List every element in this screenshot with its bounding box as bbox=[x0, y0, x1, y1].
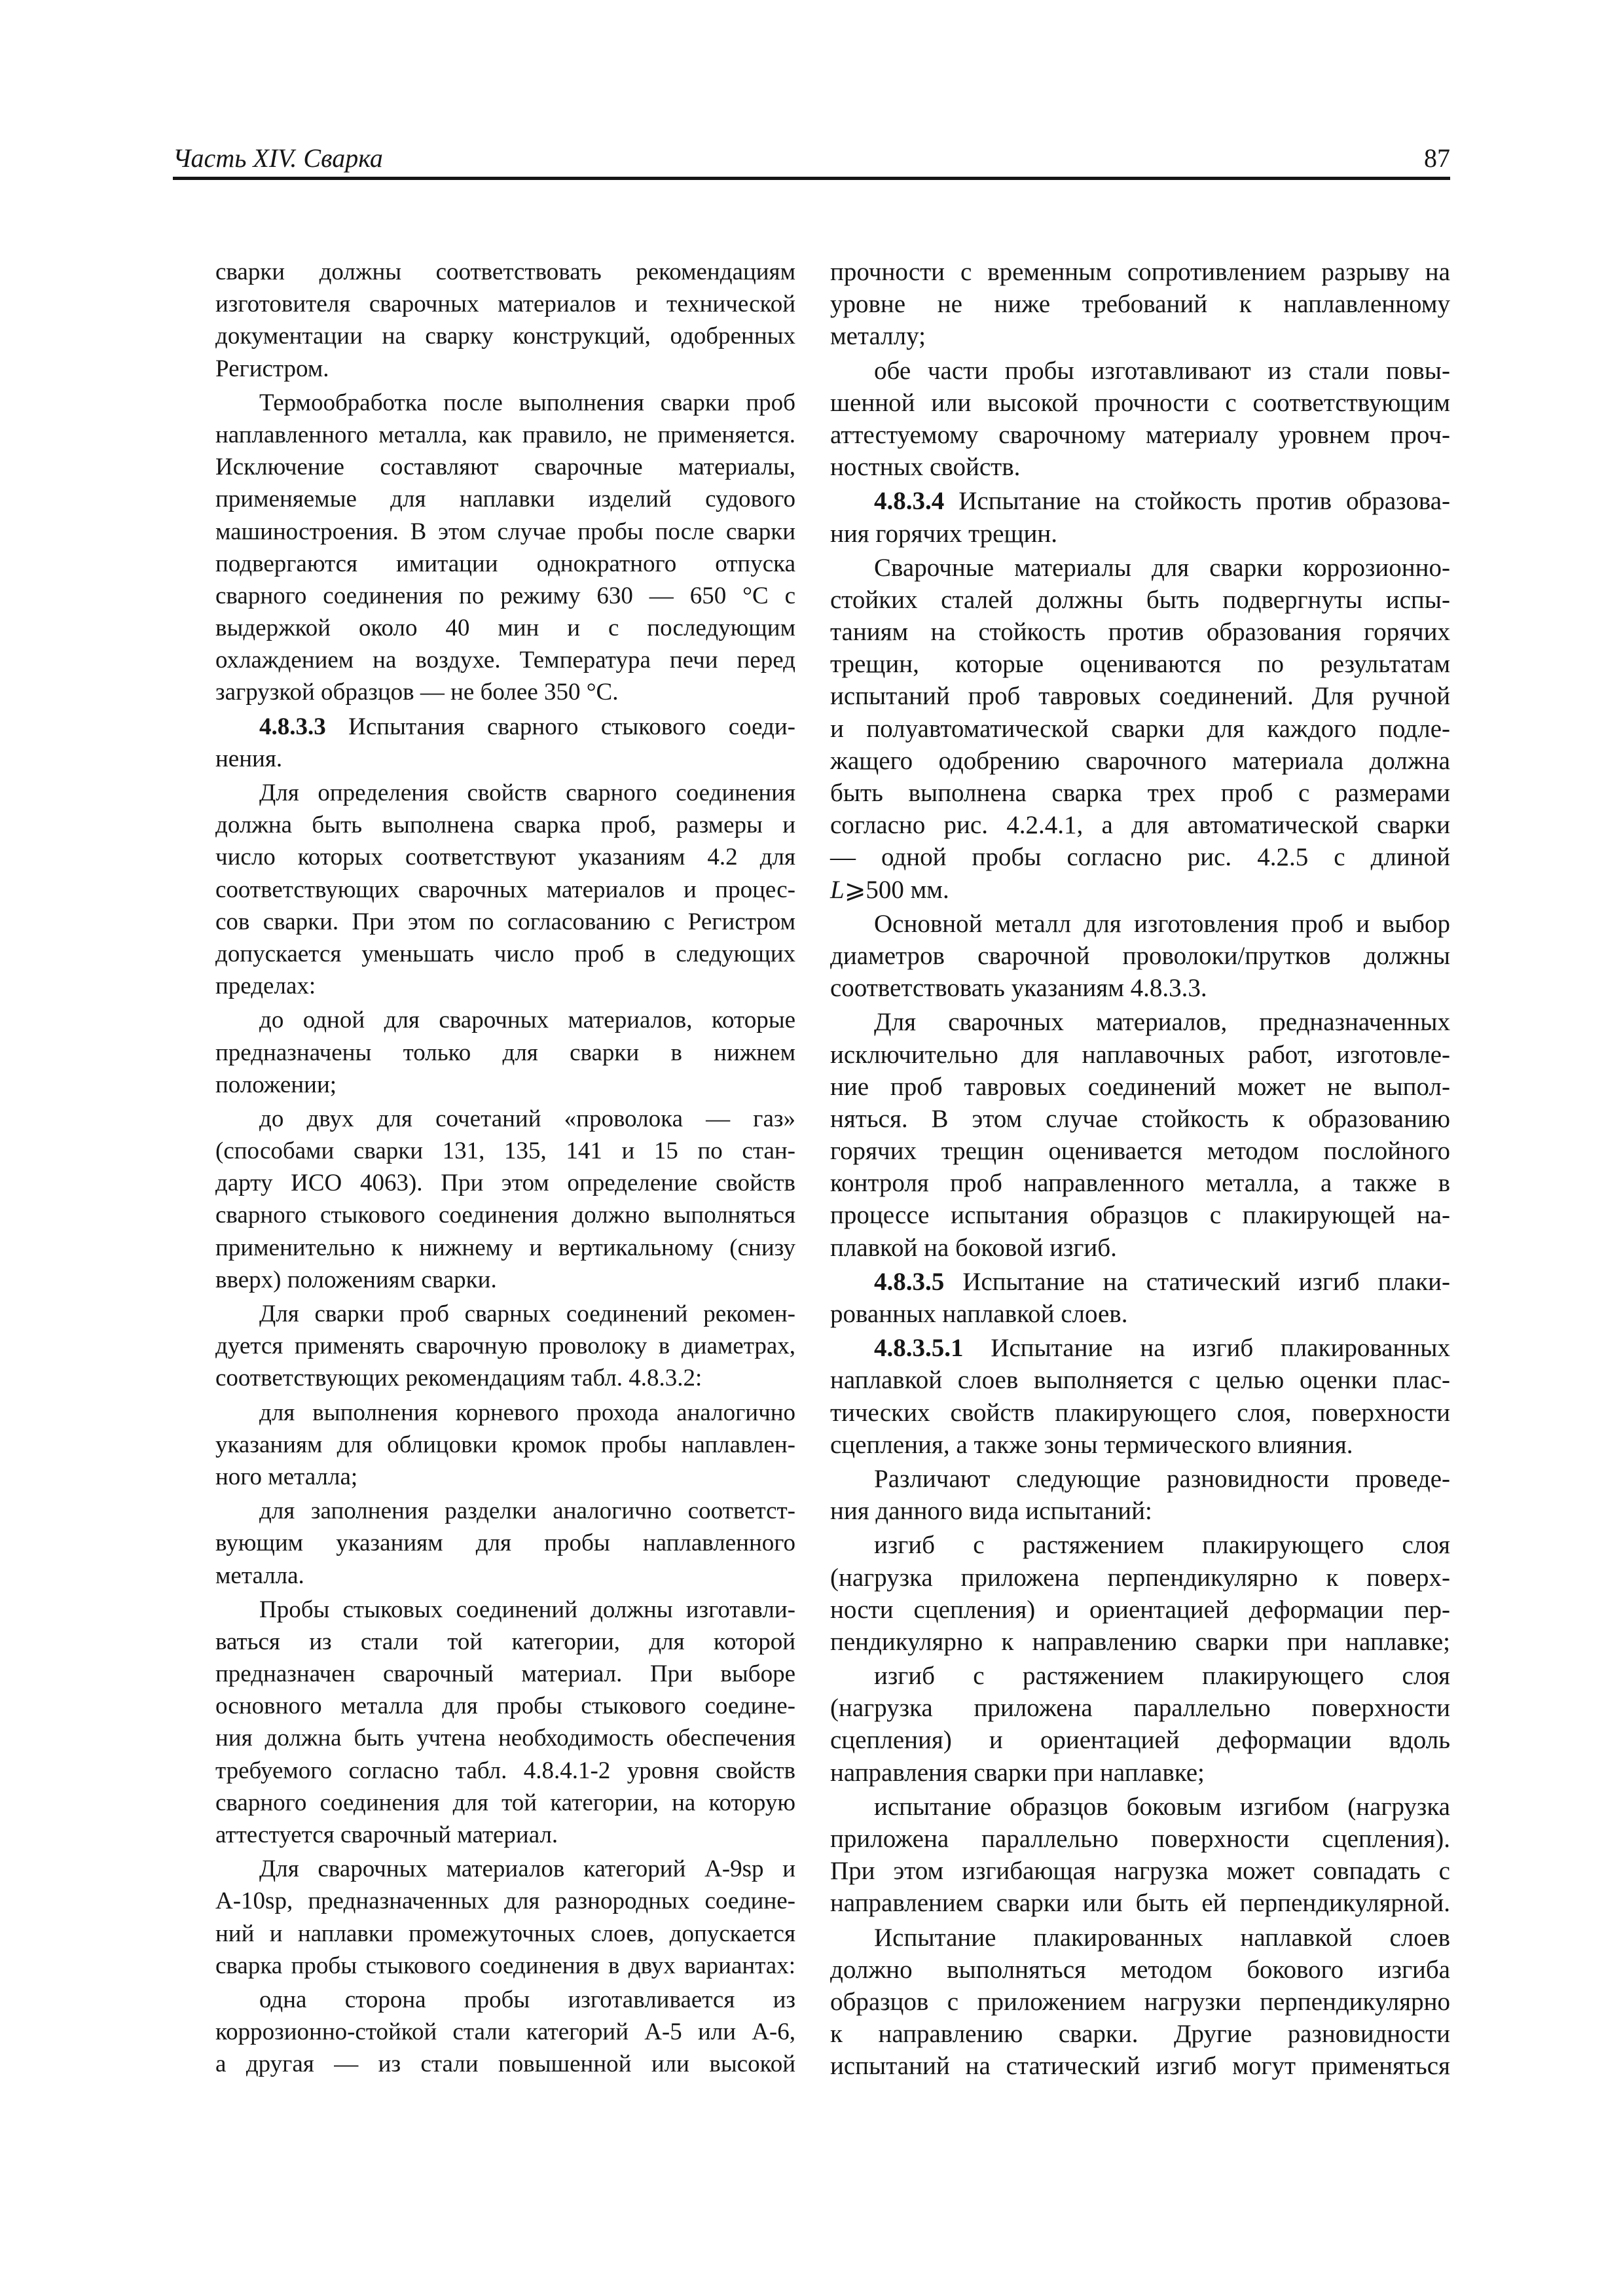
text-line: жащего одобрению сварочного материала должна bbox=[830, 746, 1450, 775]
section-heading-paragraph bbox=[830, 1332, 1450, 1461]
text-line: процессе испытания образцов с плакирующей на- bbox=[830, 1201, 1450, 1230]
text-line: изгиб с растяжением плакирующего слоя bbox=[874, 1531, 1450, 1560]
text-line: до одной для сварочных материалов, которые bbox=[259, 1007, 795, 1034]
section-title: Испытания сварного стыкового соеди- bbox=[348, 713, 795, 740]
text-line: Сварочные материалы для сварки коррозионно- bbox=[874, 553, 1450, 582]
text-line: сцепления, а также зоны термического влияния. bbox=[830, 1430, 1353, 1459]
right-column bbox=[830, 256, 1450, 2083]
list-item bbox=[215, 1495, 795, 1592]
text-line: образцов с приложением нагрузки перпендикулярно bbox=[830, 1987, 1450, 2016]
text-line bbox=[830, 485, 1450, 517]
text-line: ностных свойств. bbox=[830, 453, 1021, 482]
text-line: для выполнения корневого прохода аналогично bbox=[259, 1399, 795, 1426]
text-line: стойких сталей должны быть подвергнуты испы- bbox=[830, 585, 1450, 614]
text-line: (нагрузка приложена параллельно поверхности bbox=[830, 1694, 1450, 1723]
text-line: соответствовать указаниям 4.8.3.3. bbox=[830, 974, 1207, 1003]
text-line: быть выполнена сварка трех проб с размерами bbox=[830, 779, 1450, 807]
text-line: Пробы стыковых соединений должны изготавли- bbox=[259, 1596, 795, 1623]
text-line: для заполнения разделки аналогично соответст- bbox=[259, 1498, 795, 1525]
text-line: сварка пробы стыкового соединения в двух вариантах: bbox=[215, 1952, 795, 1979]
text-line: ния должна быть учтена необходимость обеспечения bbox=[215, 1725, 795, 1752]
text-line: до двух для сочетаний «проволока — газ» bbox=[259, 1105, 795, 1132]
text-line: А-10sp, предназначенных для разнородных соедине- bbox=[215, 1888, 795, 1915]
text-line: ния горячих трещин. bbox=[830, 519, 1057, 548]
list-item bbox=[830, 355, 1450, 484]
text-line: металла. bbox=[215, 1562, 304, 1589]
list-item bbox=[215, 1103, 795, 1296]
text-line: сварного стыкового соединения должно выполняться bbox=[215, 1202, 795, 1229]
text-line: рованных наплавкой слоев. bbox=[830, 1300, 1128, 1328]
paragraph bbox=[215, 1594, 795, 1852]
text-line: предназначены только для сварки в нижнем bbox=[215, 1039, 795, 1066]
list-item bbox=[830, 256, 1450, 353]
text-line: вверх) положениям сварки. bbox=[215, 1266, 497, 1293]
text-line: вующим указаниям для пробы наплавленного bbox=[215, 1530, 795, 1557]
text-line: плавкой на боковой изгиб. bbox=[830, 1233, 1117, 1262]
text-line: — одной пробы согласно рис. 4.2.5 с длиной bbox=[830, 843, 1450, 872]
text-line: ного металла; bbox=[215, 1463, 358, 1490]
text-line: ности сцепления) и ориентацией деформации пер- bbox=[830, 1595, 1450, 1624]
paragraph bbox=[830, 1922, 1450, 2083]
list-item bbox=[215, 1004, 795, 1101]
text-line: соответствующих рекомендациям табл. 4.8.3.2: bbox=[215, 1365, 702, 1392]
text-line: горячих трещин оценивается методом послойного bbox=[830, 1137, 1450, 1166]
paragraph bbox=[215, 777, 795, 1002]
section-number: 4.8.3.5.1 bbox=[874, 1334, 964, 1363]
text-line: сварного соединения по режиму 630 — 650 °С с bbox=[215, 582, 795, 609]
text-line: Различают следующие разновидности проведе- bbox=[874, 1464, 1450, 1493]
text-line: дуется применять сварочную проволоку в диаметрах, bbox=[215, 1333, 795, 1360]
section-number: 4.8.3.4 bbox=[874, 487, 945, 516]
text-line: При этом изгибающая нагрузка может совпадать с bbox=[830, 1857, 1450, 1886]
paragraph bbox=[830, 1006, 1450, 1264]
text-line bbox=[830, 1332, 1450, 1364]
text-line: (способами сварки 131, 135, 141 и 15 по стан- bbox=[215, 1138, 795, 1165]
text-line: должна быть выполнена сварка проб, размеры и bbox=[215, 812, 795, 839]
text-line: применительно к нижнему и вертикальному (снизу bbox=[215, 1234, 795, 1261]
text-line: положении; bbox=[215, 1071, 337, 1098]
paragraph bbox=[830, 1463, 1450, 1527]
list-item bbox=[215, 1984, 795, 2081]
text-line: аттестуется сварочный материал. bbox=[215, 1821, 558, 1848]
text-line: испытаний на статический изгиб могут применяться bbox=[830, 2052, 1450, 2081]
text-line: наплавкой слоев выполняется с целью оценки плас- bbox=[830, 1366, 1450, 1395]
section-heading-paragraph bbox=[830, 1266, 1450, 1330]
text-line bbox=[215, 711, 795, 743]
text-line: применяемые для наплавки изделий судового bbox=[215, 486, 795, 513]
text-line: основного металла для пробы стыкового соедине- bbox=[215, 1693, 795, 1720]
paragraph bbox=[215, 1298, 795, 1395]
text-line: исключительно для наплавочных работ, изготовле- bbox=[830, 1040, 1450, 1069]
paragraph bbox=[215, 1853, 795, 1982]
text-line: требуемого согласно табл. 4.8.4.1-2 уровня свойств bbox=[215, 1757, 795, 1784]
text-line: сварного соединения для той категории, на которую bbox=[215, 1789, 795, 1816]
text-line: тических свойств плакирующего слоя, поверхности bbox=[830, 1398, 1450, 1427]
text-line: Исключение составляют сварочные материалы, bbox=[215, 454, 795, 481]
text-line: коррозионно-стойкой стали категорий А-5 или А-6, bbox=[215, 2018, 795, 2046]
text-line: пределах: bbox=[215, 973, 316, 1000]
paragraph bbox=[830, 908, 1450, 1005]
text-line: к направлению сварки. Другие разновидности bbox=[830, 2020, 1450, 2049]
text-line: предназначен сварочный материал. При выборе bbox=[215, 1660, 795, 1688]
section-heading-paragraph bbox=[215, 711, 795, 775]
page-number: 87 bbox=[1424, 143, 1450, 173]
text-line: подвергаются имитации однократного отпуска bbox=[215, 550, 795, 577]
section-title: Испытание на стойкость против образова- bbox=[958, 487, 1451, 516]
section-number: 4.8.3.3 bbox=[259, 713, 326, 740]
text-line: одна сторона пробы изготавливается из bbox=[259, 1986, 795, 2013]
text-line: сцепления) и ориентацией деформации вдоль bbox=[830, 1726, 1450, 1755]
text-line: дарту ИСО 4063). При этом определение свойств bbox=[215, 1170, 795, 1197]
text-line bbox=[830, 874, 1450, 906]
section-number: 4.8.3.5 bbox=[874, 1267, 945, 1296]
text-line: Термообработка после выполнения сварки проб bbox=[259, 389, 795, 416]
text-line: металлу; bbox=[830, 322, 926, 351]
text-line: машиностроения. В этом случае пробы после сварки bbox=[215, 518, 795, 545]
text-line: сварки должны соответствовать рекомендациям bbox=[215, 259, 795, 285]
text-line: Для сварочных материалов, предназначенных bbox=[874, 1008, 1450, 1037]
running-title: Часть XIV. Сварка bbox=[173, 143, 383, 173]
section-title: Испытание на статический изгиб плаки- bbox=[962, 1267, 1450, 1296]
formula-variable: L bbox=[830, 875, 845, 904]
header-rule bbox=[173, 177, 1450, 180]
text-line: шенной или высокой прочности с соответствующим bbox=[830, 388, 1450, 417]
text-line: сов сварки. При этом по согласованию с Регистром bbox=[215, 908, 795, 935]
list-item bbox=[215, 1397, 795, 1494]
text-line: уровне не ниже требований к наплавленному bbox=[830, 290, 1450, 319]
paragraph bbox=[215, 387, 795, 709]
text-line: ние проб тавровых соединений может не выпол- bbox=[830, 1072, 1450, 1101]
text-line: охлаждением на воздухе. Температура печи перед bbox=[215, 647, 795, 674]
text-line: Для сварки проб сварных соединений рекомен- bbox=[259, 1300, 795, 1327]
text-line: направлением сварки или быть ей перпендикулярной. bbox=[830, 1889, 1450, 1918]
text-line: контроля проб направленного металла, а также в bbox=[830, 1169, 1450, 1198]
text-line: загрузкой образцов — не более 350 °С. bbox=[215, 679, 619, 706]
text-line: аттестуемому сварочному материалу уровнем проч- bbox=[830, 420, 1450, 449]
list-item bbox=[830, 1660, 1450, 1789]
text-line: Для сварочных материалов категорий А-9sp и bbox=[259, 1856, 795, 1883]
text-line: испытание образцов боковым изгибом (нагрузка bbox=[874, 1792, 1450, 1821]
text-line: нения. bbox=[215, 745, 283, 772]
text-line: (нагрузка приложена перпендикулярно к поверх- bbox=[830, 1563, 1450, 1592]
text-line: пендикулярно к направлению сварки при наплавке; bbox=[830, 1627, 1450, 1656]
text-line: допускается уменьшать число проб в следующих bbox=[215, 940, 795, 967]
text-line: должно выполняться методом бокового изгиба bbox=[830, 1955, 1450, 1984]
text-line: выдержкой около 40 мин и с последующим bbox=[215, 615, 795, 642]
text-line: Основной металл для изготовления проб и выбор bbox=[874, 909, 1450, 938]
text-line: няться. В этом случае стойкость к образованию bbox=[830, 1104, 1450, 1133]
formula-text: ⩾500 мм. bbox=[844, 875, 949, 904]
left-column bbox=[215, 256, 795, 2081]
text-line: Регистром. bbox=[215, 355, 329, 382]
text-line: ваться из стали той категории, для которой bbox=[215, 1628, 795, 1655]
text-line bbox=[830, 1266, 1450, 1298]
text-line: таниям на стойкость против образования горячих bbox=[830, 618, 1450, 647]
text-line: Для определения свойств сварного соединения bbox=[259, 780, 795, 806]
text-line: диаметров сварочной проволоки/прутков должны bbox=[830, 941, 1450, 970]
text-line: и полуавтоматической сварки для каждого подле- bbox=[830, 714, 1450, 743]
text-line: испытаний проб тавровых соединений. Для ручной bbox=[830, 682, 1450, 711]
list-item bbox=[830, 1529, 1450, 1658]
list-item bbox=[830, 1791, 1450, 1920]
paragraph bbox=[215, 256, 795, 385]
text-line: Испытание плакированных наплавкой слоев bbox=[874, 1923, 1450, 1952]
text-line: наплавленного металла, как правило, не применяется. bbox=[215, 421, 795, 448]
text-line: обе части пробы изготавливают из стали повы- bbox=[874, 356, 1450, 385]
text-line: приложена параллельно поверхности сцепления). bbox=[830, 1825, 1450, 1853]
text-line: ния данного вида испытаний: bbox=[830, 1497, 1152, 1526]
text-line: указаниям для облицовки кромок пробы наплавлен- bbox=[215, 1431, 795, 1458]
text-line: изгиб с растяжением плакирующего слоя bbox=[874, 1662, 1450, 1691]
text-line: изготовителя сварочных материалов и технической bbox=[215, 291, 795, 318]
section-title: Испытание на изгиб плакированных bbox=[991, 1334, 1451, 1363]
text-line: число которых соответствуют указаниям 4.2 для bbox=[215, 844, 795, 871]
text-line: соответствующих сварочных материалов и процес- bbox=[215, 876, 795, 903]
text-line: а другая — из стали повышенной или высокой bbox=[215, 2051, 795, 2078]
text-line: документации на сварку конструкций, одобренных bbox=[215, 323, 795, 350]
paragraph bbox=[830, 552, 1450, 906]
text-line: направления сварки при наплавке; bbox=[830, 1758, 1205, 1787]
text-line: трещин, которые оцениваются по результатам bbox=[830, 650, 1450, 679]
text-line: прочности с временным сопротивлением разрыву на bbox=[830, 258, 1450, 286]
text-line: ний и наплавки промежуточных слоев, допускается bbox=[215, 1920, 795, 1947]
text-line: согласно рис. 4.2.4.1, а для автоматической сварки bbox=[830, 811, 1450, 840]
section-heading-paragraph bbox=[830, 485, 1450, 549]
